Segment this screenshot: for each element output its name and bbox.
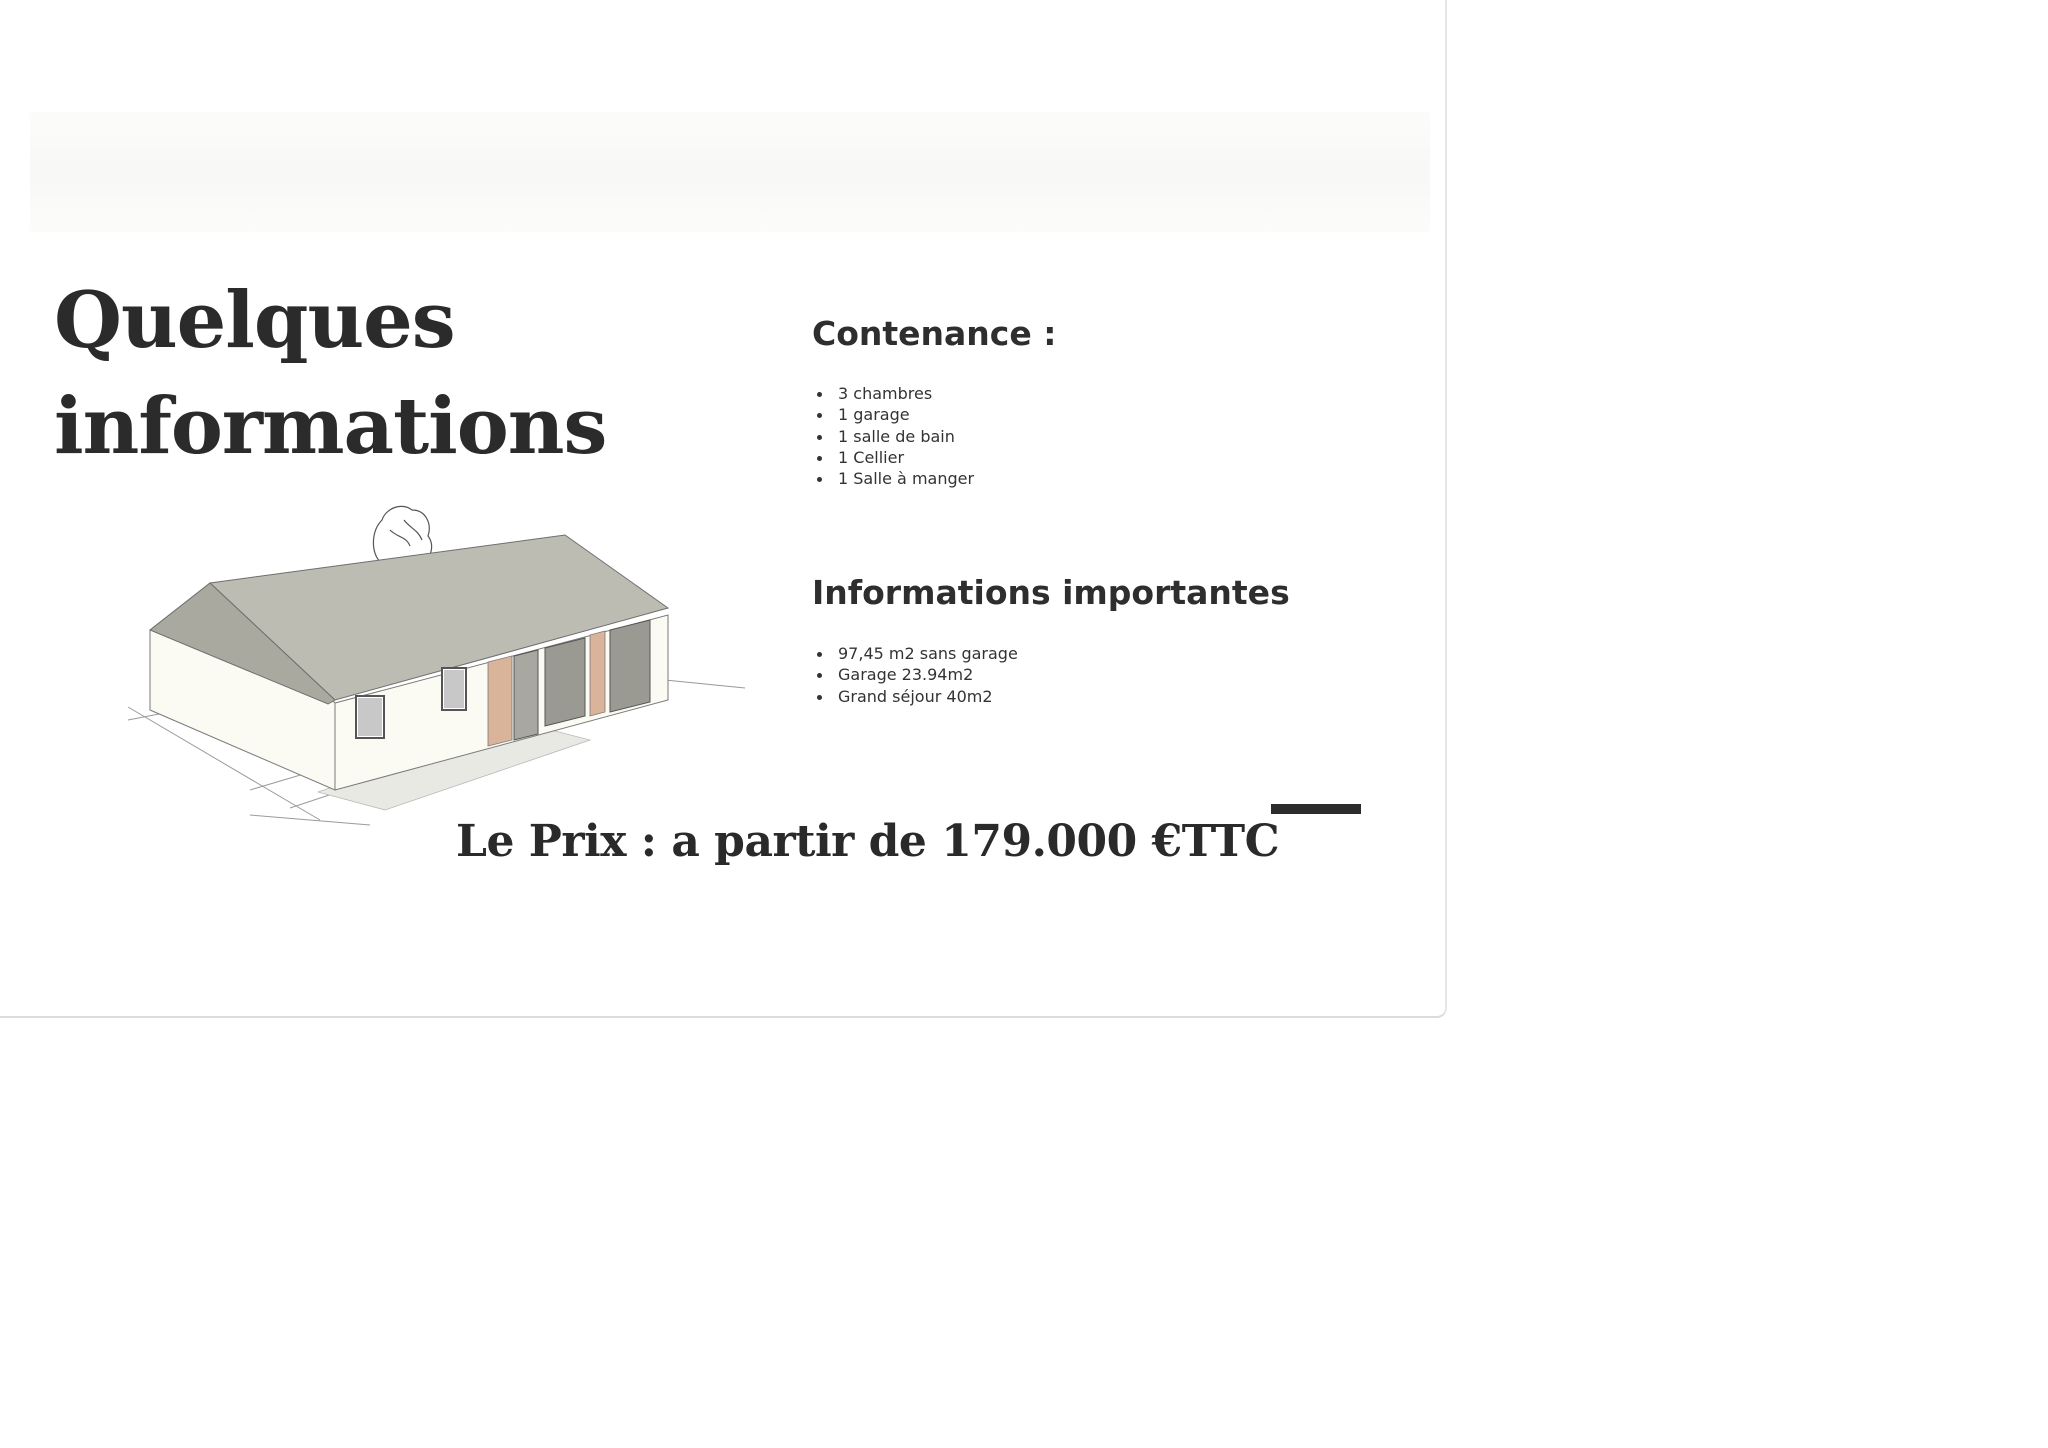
list-item: 3 chambres [812,383,974,404]
contenance-list [812,383,974,489]
decorative-bar [1271,804,1361,814]
price-text: Le Prix : a partir de 179.000 €TTC [456,816,1280,867]
list-item: 1 garage [812,404,974,425]
house-illustration-icon [120,490,760,830]
list-item: Garage 23.94m2 [812,664,1018,685]
list-item: Grand séjour 40m2 [812,686,1018,707]
page-title [54,268,606,480]
list-item: 1 salle de bain [812,426,974,447]
contenance-heading: Contenance : [812,314,1057,353]
list-item: 1 Salle à manger [812,468,974,489]
title-line-1: Quelques [54,275,455,366]
faded-header-band [30,112,1430,232]
informations-heading: Informations importantes [812,573,1290,612]
list-item: 97,45 m2 sans garage [812,643,1018,664]
title-line-2: informations [54,381,607,472]
informations-list [812,643,1018,707]
list-item: 1 Cellier [812,447,974,468]
scanned-sheet [0,0,1447,1018]
